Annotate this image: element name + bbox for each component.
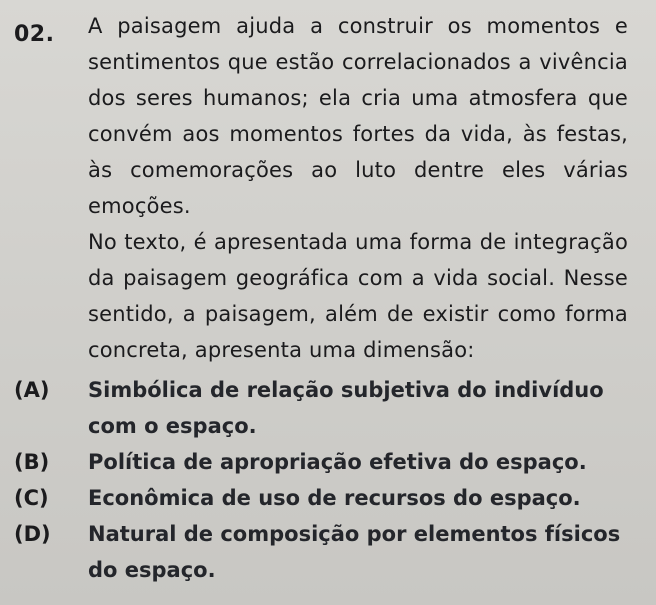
question-paragraph-1: A paisagem ajuda a construir os momentos e sentimentos que estão correlacionados a vivência dos seres humanos; ela cria uma atmosfera que convém aos momentos fortes da vida, às festas, às comemorações ao luto dentre eles várias emoções. [88,14,628,218]
option-b-letter: (B) [14,450,50,474]
option-a[interactable] [14,372,634,444]
question-number: 02. [14,22,55,47]
option-d-text: Natural de composição por elementos físicos do espaço. [88,522,621,582]
option-a-text: Simbólica de relação subjetiva do indivíduo com o espaço. [88,378,604,438]
option-c-letter: (C) [14,486,49,510]
option-b-text: Política de apropriação efetiva do espaço. [88,450,587,474]
question-text [88,8,628,368]
option-a-letter: (A) [14,378,50,402]
option-d[interactable] [14,516,634,588]
option-b[interactable] [14,444,634,480]
option-c[interactable] [14,480,634,516]
answer-options [14,372,634,588]
question-paragraph-2: No texto, é apresentada uma forma de integração da paisagem geográfica com a vida social. Nesse sentido, a paisagem, além de existir como forma concreta, apresenta uma dimensão: [88,230,628,362]
option-d-letter: (D) [14,522,51,546]
option-c-text: Econômica de uso de recursos do espaço. [88,486,581,510]
